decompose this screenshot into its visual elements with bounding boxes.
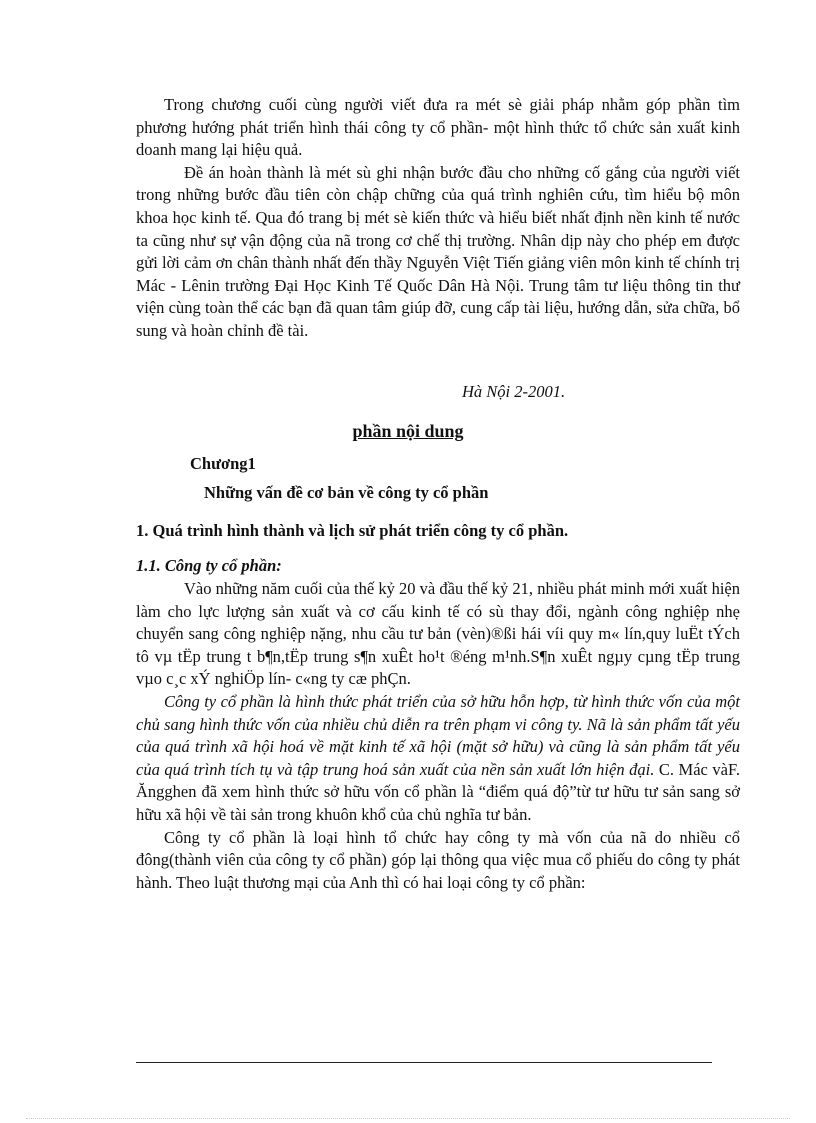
part-title: phần nội dung bbox=[352, 421, 464, 441]
body-paragraph-1: Vào những năm cuối của thế kỷ 20 và đầu thế kỷ 21, nhiều phát minh mới xuất hiện làm cho lực lượng sản xuất và cơ cấu kinh tế có sù thay đổi, ngành công nghiệp nhẹ chuyển sang công nghiệp nặng, nhu cầu tư bản (vèn)®ßi hái víi quy m« lín,quy luËt tÝch tô vµ tËp trung t b¶n,tËp trung s¶n xuÊt ho¹t ®éng m¹nh.S¶n xuÊt ngµy cµng tËp trung vµo c¸c xÝ nghiÖp lín- c«ng ty cæ phÇn. bbox=[136, 579, 740, 689]
intro-paragraph-2: Đề án hoàn thành là mét sù ghi nhận bước đầu cho những cố gắng của người viết trong những bước đầu tiên còn chập chững của quá trình nghiên cứu, tìm hiểu bộ môn khoa học kinh tế. Qua đó trang bị mét sè kiến thức và hiểu biết nhất định nền kinh tế nước ta cũng như sự vận động của nã trong cơ chế thị trường. Nhân dịp này cho phép em được gửi lời cảm ơn chân thành nhất đến thầy Nguyễn Việt Tiến giảng viên môn kinh tế chính trị Mác - Lênin trường Đại Học Kinh Tế Quốc Dân Hà Nội. Trung tâm tư liệu thông tin thư viện cùng toàn thể các bạn đã quan tâm giúp đỡ, cung cấp tài liệu, hướng dẫn, sửa chữa, bổ sung và hoàn chỉnh đề tài. bbox=[136, 162, 740, 340]
page-bottom-border bbox=[26, 1118, 790, 1119]
intro-paragraph-1: Trong chương cuối cùng người viết đưa ra mét sè giải pháp nhằm góp phần tìm phương hướng phát triển hình thái công ty cổ phần- một hình thức tổ chức sản xuất kinh doanh mang lại hiệu quả. bbox=[136, 95, 740, 160]
body-paragraph-2-italic: Công ty cổ phần là hình thức phát triển của sở hữu hỗn hợp, từ hình thức vốn của một chủ sang hình thức vốn của nhiều chủ diễn ra trên phạm vi công ty. Nã là sản phẩm tất yếu của quá trình xã hội hoá về mặt kinh tế xã hội (mặt sở hữu) và cũng là sản phẩm tất yếu của quá trình tích tụ và tập trung hoá sản xuất của nền sản xuất lớn hiện đại. bbox=[136, 691, 740, 779]
intro-block bbox=[136, 94, 740, 343]
body-paragraph-3: Công ty cổ phần là loại hình tổ chức hay công ty mà vốn của nã do nhiều cổ đông(thành viên của công ty cổ phần) góp lại thông qua việc mua cổ phiếu do công ty phát hành. Theo luật thương mại của Anh thì có hai loại công ty cổ phần: bbox=[136, 827, 740, 892]
footer-rule bbox=[136, 1062, 712, 1063]
date-line: Hà Nội 2-2001. bbox=[462, 382, 566, 401]
body-paragraph-2-normal: C. Mác vàF. Ăngghen đã xem hình thức sở hữu vốn cổ phần là “điểm quá độ”từ tư hữu tư sản sang sở hữu xã hội về tài sản trong khuôn khổ của chủ nghĩa tư bản. bbox=[136, 759, 740, 824]
chapter-heading: Chương1 bbox=[190, 454, 256, 473]
subsection-heading: 1.1. Công ty cổ phần: bbox=[136, 556, 282, 575]
chapter-subtitle: Những vấn đề cơ bản về công ty cổ phần bbox=[204, 483, 489, 502]
body-paragraph-2 bbox=[136, 691, 740, 827]
body-block bbox=[136, 578, 740, 894]
section-heading: 1. Quá trình hình thành và lịch sử phát triển công ty cổ phần. bbox=[136, 521, 569, 540]
